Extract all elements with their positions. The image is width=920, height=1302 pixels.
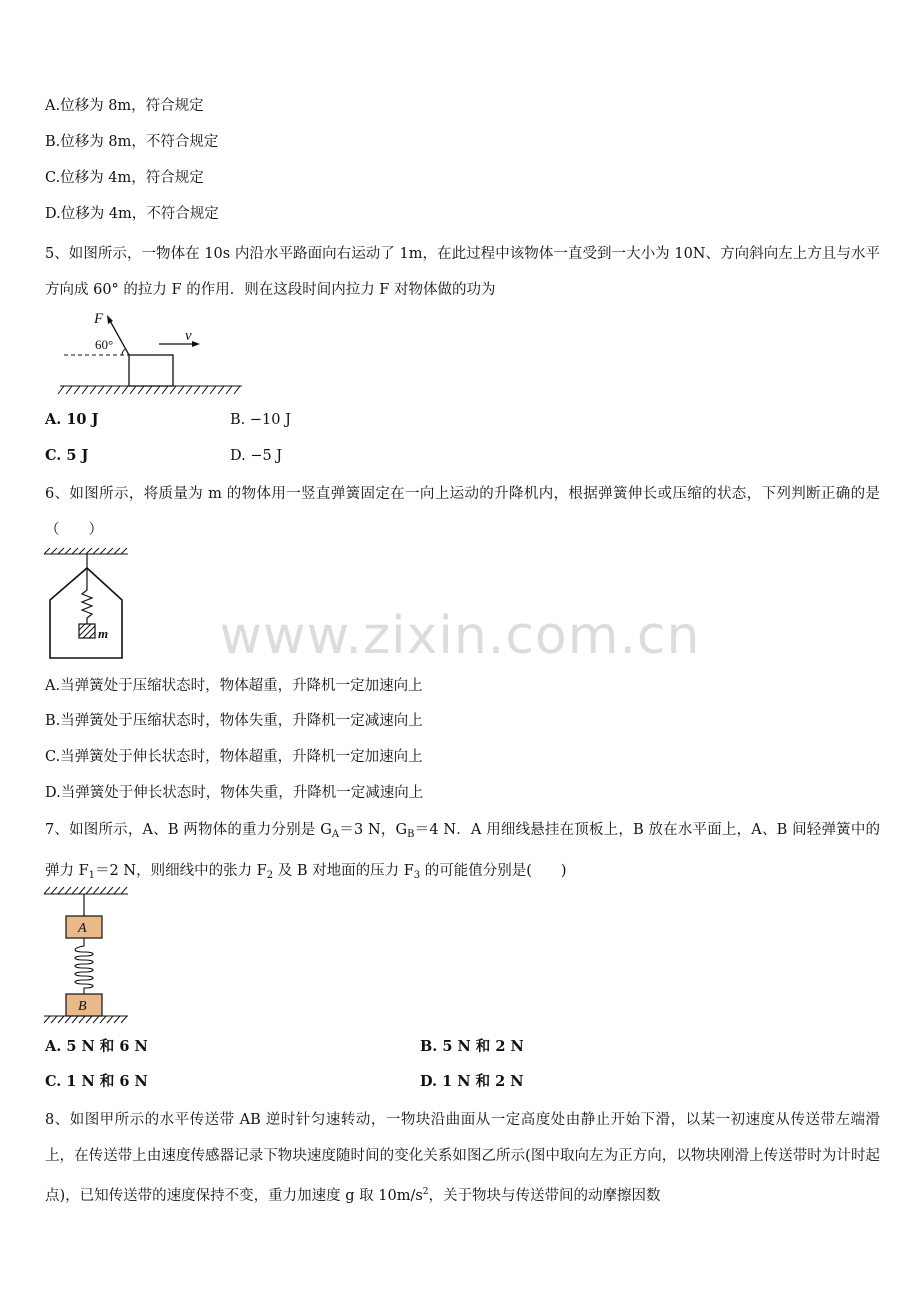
q6-option-d: D.当弹簧处于伸长状态时，物体失重，升降机一定减速向上 <box>45 785 424 801</box>
angle-arc <box>122 349 126 355</box>
q5-force-diagram <box>58 306 248 398</box>
spring <box>82 568 92 624</box>
q5-option-d: D. −5 J <box>230 448 283 464</box>
q6-elevator-diagram <box>42 546 132 666</box>
q5-option-c: C. 5 J <box>45 447 89 464</box>
gravity-unit: $10m/s^2$ <box>378 1187 429 1204</box>
block-b-label: B <box>78 999 87 1014</box>
q5-stem: 5、如图所示，一物体在 10s 内沿水平路面向右运动了 1m，在此过程中该物体一直受到一大小为 10N、方向斜向左上方且与水平方向成 60° 的拉力 F 的作用．则在这段时间内拉力 F 对物体做的功为 <box>45 246 880 298</box>
q4-option-d: D.位移为 4m，不符合规定 <box>45 206 219 222</box>
q4-option-b: B.位移为 8m，不符合规定 <box>45 134 219 150</box>
q5-option-a: A. 10 J <box>45 411 99 428</box>
velocity-label: v <box>185 328 192 344</box>
force-label: F <box>94 311 104 327</box>
elevator-car <box>50 568 122 658</box>
q6-stem: 6、如图所示，将质量为 m 的物体用一竖直弹簧固定在一向上运动的升降机内，根据弹簧伸长或压缩的状态，下列判断正确的是（ ） <box>45 486 880 538</box>
block-a-label: A <box>78 921 87 936</box>
q8-stem: 8、如图甲所示的水平传送带 AB 逆时针匀速转动，一物块沿曲面从一定高度处由静止开始下滑，以某一初速度从传送带左端滑上，在传送带上由速度传感器记录下物块速度随时间的变化关系如图乙所示(图中取向左为正方向，以物块刚滑上传送带时为计时起点)，已知传送带的速度保持不变，重力加速度 g 取 $10m/s^2$，关于物块与传送带间的动摩擦因数 <box>45 1112 880 1204</box>
q7-option-c: C. 1 N 和 6 N <box>45 1073 148 1090</box>
ceiling-hatch <box>44 887 128 894</box>
ground-hatch <box>44 1016 128 1023</box>
angle-label: 60° <box>95 337 114 352</box>
q7-option-b: B. 5 N 和 2 N <box>420 1038 524 1055</box>
block <box>129 355 173 386</box>
watermark: www.zixin.com.cn <box>219 606 701 666</box>
q5-option-b: B. −10 J <box>230 412 291 428</box>
q6-option-c: C.当弹簧处于伸长状态时，物体超重，升降机一定加速向上 <box>45 749 423 765</box>
mass-hatch <box>79 624 95 638</box>
q7-option-a: A. 5 N 和 6 N <box>45 1038 148 1055</box>
velocity-arrowhead <box>192 341 200 347</box>
q4-option-a: A.位移为 8m，符合规定 <box>45 98 204 114</box>
q7-option-d: D. 1 N 和 2 N <box>420 1073 524 1090</box>
q6-option-a: A.当弹簧处于压缩状态时，物体超重，升降机一定加速向上 <box>45 678 423 694</box>
ceiling-hatch <box>44 548 128 554</box>
ground-hatch <box>58 386 242 394</box>
q7-spring-diagram <box>42 884 132 1026</box>
q7-stem: 7、如图所示，A、B 两物体的重力分别是 $G_A=3$ N，$G_B=4$ N．A 用细线悬挂在顶板上，B 放在水平面上，A、B 间轻弹簧中的弹力 $F_1=2$ N，则细线中的张力 $F_2$ 及 B 对地面的压力 $F_3$ 的可能值分别是( ) <box>45 822 880 881</box>
force-arrowhead <box>107 315 113 324</box>
q4-option-c: C.位移为 4m，符合规定 <box>45 170 204 186</box>
q6-option-b: B.当弹簧处于压缩状态时，物体失重，升降机一定减速向上 <box>45 713 423 729</box>
mass-block <box>79 624 95 638</box>
mass-label: m <box>98 626 109 641</box>
spring <box>75 938 93 994</box>
